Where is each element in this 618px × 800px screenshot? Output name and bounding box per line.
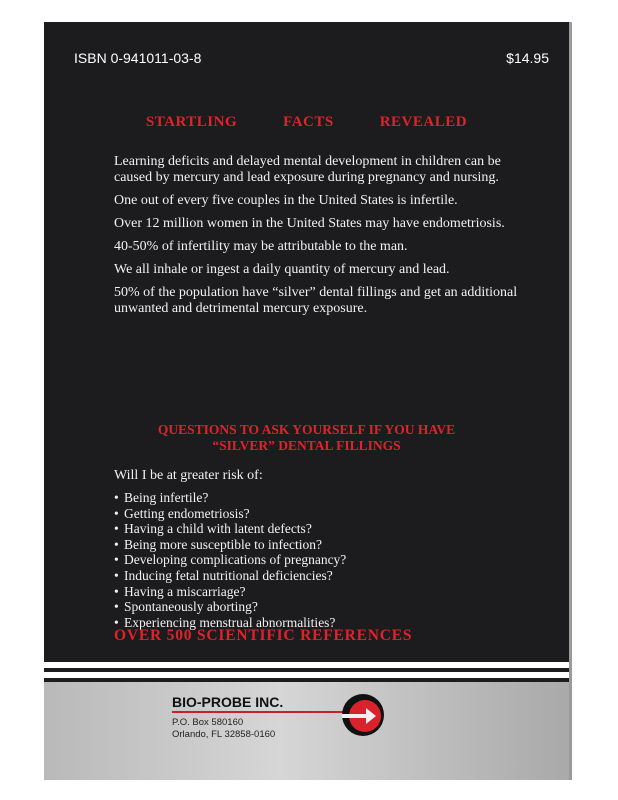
list-item: • Having a miscarriage?	[114, 584, 514, 600]
list-item: • Being infertile?	[114, 490, 514, 506]
list-item: • Being more susceptible to infection?	[114, 537, 514, 553]
fact-paragraph: Over 12 million women in the United States may have endometriosis.	[114, 216, 505, 231]
isbn-number: ISBN 0-941011-03-8	[74, 50, 202, 66]
publisher-address-line: Orlando, FL 32858-0160	[172, 729, 276, 740]
fact-paragraph: We all inhale or ingest a daily quantity of mercury and lead.	[114, 262, 450, 277]
risk-list	[114, 490, 514, 630]
divider-stripe	[44, 672, 569, 678]
questions-heading-line: QUESTIONS TO ASK YOURSELF IF YOU HAVE	[157, 422, 456, 437]
questions-heading-line: “SILVER” DENTAL FILLINGS	[212, 438, 401, 453]
list-item: • Developing complications of pregnancy?	[114, 552, 514, 568]
divider-stripe	[44, 662, 569, 668]
list-item: • Inducing fetal nutritional deficiencies?	[114, 568, 514, 584]
list-item: • Getting endometriosis?	[114, 506, 514, 522]
price: $14.95	[506, 50, 549, 66]
headline-word: FACTS	[283, 114, 334, 130]
headline	[44, 114, 569, 131]
headline-word: REVEALED	[379, 114, 468, 130]
facts-list	[114, 154, 534, 324]
publisher-band	[44, 682, 569, 780]
publisher-address-line: P.O. Box 580160	[172, 717, 244, 728]
headline-word: STARTLING	[145, 114, 238, 130]
publisher-underline	[172, 711, 344, 713]
questions-intro: Will I be at greater risk of:	[114, 468, 263, 483]
publisher-name: BIO-PROBE INC.	[172, 694, 284, 710]
red-circle-arrow-logo-icon	[340, 692, 386, 738]
fact-paragraph: 50% of the population have “silver” dental fillings and get an additional unwanted and detrimental mercury exposure.	[114, 285, 518, 316]
list-item: • Having a child with latent defects?	[114, 521, 514, 537]
fact-paragraph: Learning deficits and delayed mental development in children can be caused by mercury and lead exposure during pregnancy and nursing.	[114, 154, 501, 185]
list-item: • Experiencing menstrual abnormalities?	[114, 615, 514, 631]
fact-paragraph: 40-50% of infertility may be attributable to the man.	[114, 239, 408, 254]
references-tagline: OVER 500 SCIENTIFIC REFERENCES	[114, 627, 413, 644]
fact-paragraph: One out of every five couples in the United States is infertile.	[114, 193, 458, 208]
book-back-cover	[44, 22, 572, 780]
list-item: • Spontaneously aborting?	[114, 599, 514, 615]
questions-heading	[44, 422, 569, 454]
